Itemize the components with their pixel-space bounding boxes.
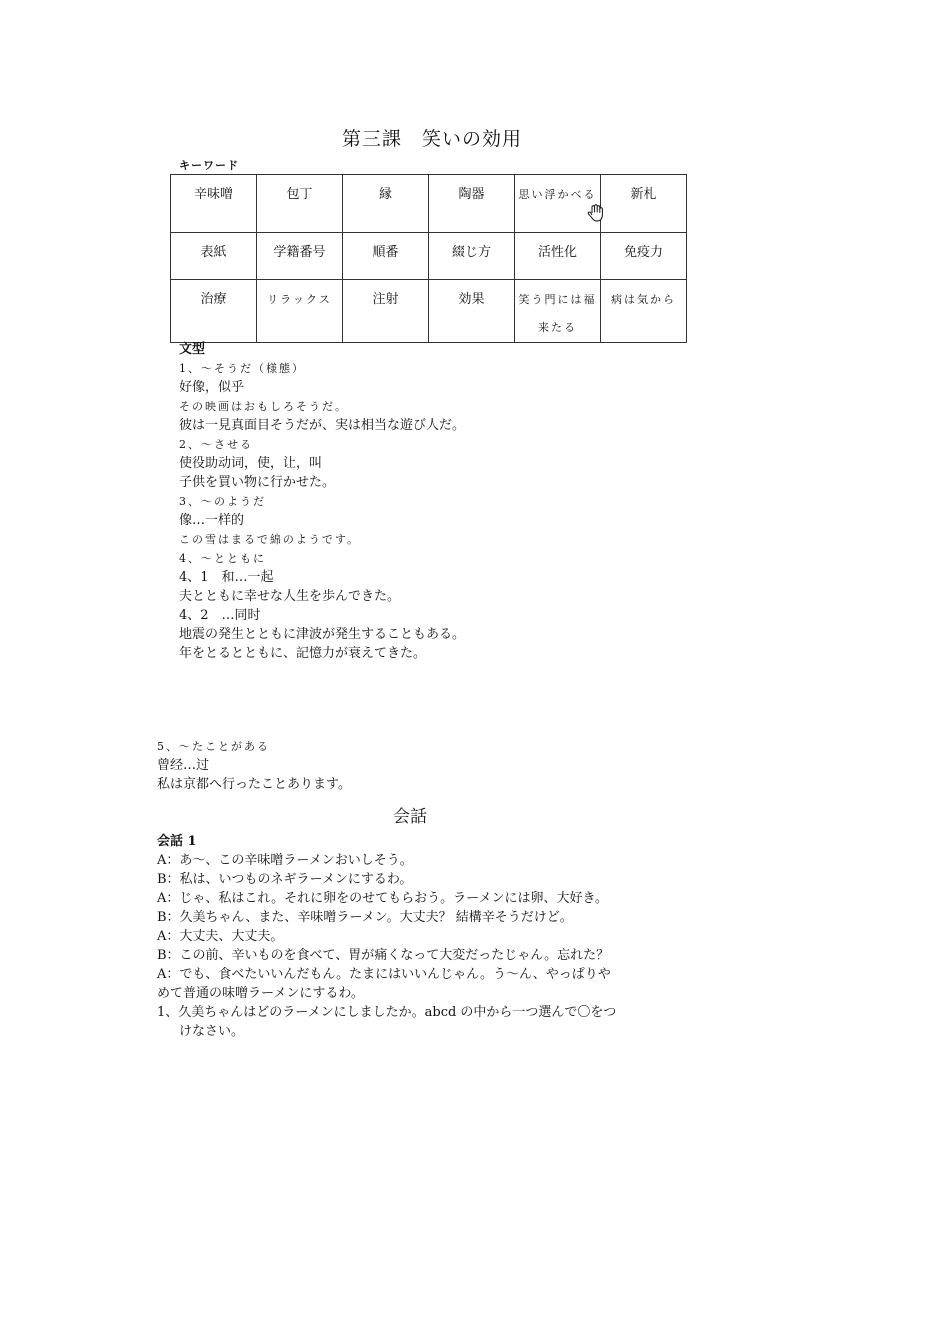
dialogue-line: B：この前、辛いものを食べて、胃が痛くなって大変だったじゃん。忘れた？: [157, 948, 610, 963]
grammar-line: 4、1 和…一起: [179, 570, 274, 585]
grammar-line: その映画はおもしろそうだ。: [179, 400, 348, 413]
keyword-cell: 陶器: [429, 175, 515, 233]
keyword-cell: 新札: [601, 175, 687, 233]
keyword-row: [171, 175, 687, 233]
keyword-label: キーワード: [179, 159, 239, 172]
keyword-cell: 笑う門には福来たる: [515, 280, 601, 343]
keyword-cell: 治療: [171, 280, 257, 343]
keyword-cell: 学籍番号: [257, 233, 343, 280]
keyword-cell: 思い浮かべる: [515, 175, 601, 233]
dialogue-line: A：あ～、この辛味噌ラーメンおいしそう。: [157, 853, 413, 868]
dialogue-line: A：じゃ、私はこれ。それに卵をのせてもらおう。ラーメンには卵、大好き。: [157, 891, 608, 906]
grammar-line: 地震の発生とともに津波が発生することもある。: [179, 627, 466, 642]
conversation-title: 会話: [393, 807, 427, 827]
keyword-cell: 効果: [429, 280, 515, 343]
grammar-line: 夫とともに幸せな人生を歩んできた。: [179, 589, 401, 604]
keyword-cell: 注射: [343, 280, 429, 343]
grammar-line: 1、～そうだ（様態）: [179, 362, 305, 375]
grammar-heading: 文型: [179, 342, 206, 357]
grammar-line: 使役助动词，使，让，叫: [179, 456, 323, 471]
grammar-line: 4、～とともに: [179, 552, 266, 565]
grammar-line: 子供を買い物に行かせた。: [179, 475, 336, 490]
grammar-line: 私は京都へ行ったことあります。: [157, 777, 351, 792]
keyword-cell: 綴じ方: [429, 233, 515, 280]
grammar-line: 好像，似乎: [179, 380, 245, 395]
grammar-section-continued: [157, 737, 351, 794]
keyword-table: [170, 174, 687, 343]
grammar-line: 年をとるとともに、記憶力が衰えてきた。: [179, 646, 427, 661]
grammar-line: 5、～たことがある: [157, 740, 270, 753]
keyword-cell: 辛味噌: [171, 175, 257, 233]
keyword-cell: 順番: [343, 233, 429, 280]
question-line: けなさい。: [179, 1024, 245, 1039]
dialogue-line: A：大丈夫、大丈夫。: [157, 929, 284, 944]
grammar-line: 彼は一見真面目そうだが、実は相当な遊び人だ。: [179, 418, 466, 433]
keyword-cell: 表紙: [171, 233, 257, 280]
grammar-line: この雪はまるで綿のようです。: [179, 533, 361, 546]
grammar-line: 4、2 …同时: [179, 608, 261, 623]
dialogue-line: A：でも、食べたいいんだもん。たまにはいいんじゃん。う～ん、やっぱりや: [157, 967, 611, 982]
keyword-row: [171, 233, 687, 280]
grammar-section: [179, 340, 465, 663]
dialogue-line: めて普通の味噌ラーメンにするわ。: [157, 986, 364, 1001]
keyword-cell: 縁: [343, 175, 429, 233]
lesson-title: 第三課 笑いの効用: [341, 128, 522, 150]
grammar-line: 像…一样的: [179, 513, 245, 528]
conversation-subheading: 会話 1: [157, 834, 197, 849]
grammar-line: 2、～させる: [179, 438, 253, 451]
hand-pointer-icon: [586, 203, 606, 223]
keyword-cell: リラックス: [257, 280, 343, 343]
keyword-cell: 免疫力: [601, 233, 687, 280]
question-line: 1、久美ちゃんはどのラーメンにしましたか。abcd の中から一つ選んで〇をつ: [157, 1005, 617, 1020]
keyword-cell: 活性化: [515, 233, 601, 280]
keyword-row: [171, 280, 687, 343]
keyword-cell: 包丁: [257, 175, 343, 233]
grammar-line: 3、～のようだ: [179, 495, 266, 508]
dialogue-line: B：久美ちゃん、また、辛味噌ラーメン。大丈夫？ 結構辛そうだけど。: [157, 910, 573, 925]
dialogue-line: B：私は、いつものネギラーメンにするわ。: [157, 872, 413, 887]
conversation-section: [157, 832, 616, 1041]
grammar-line: 曾经…过: [157, 758, 210, 773]
keyword-cell: 病は気から: [601, 280, 687, 343]
